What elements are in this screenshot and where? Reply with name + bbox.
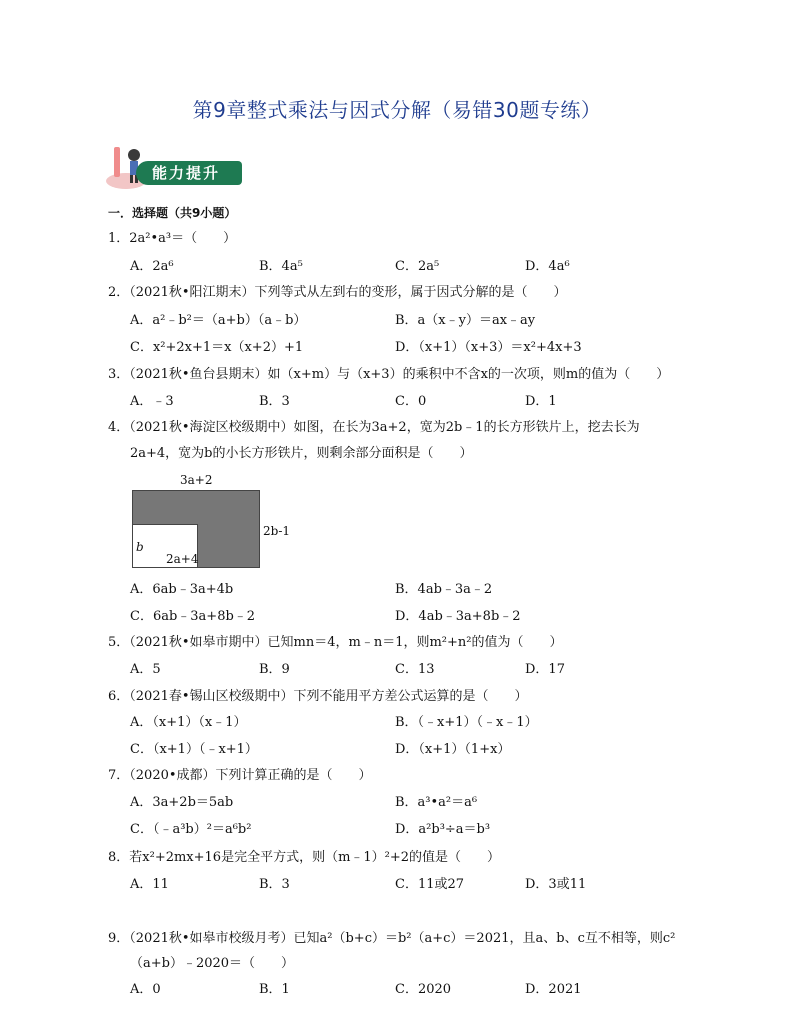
question-9-cont: （a+b）﹣2020＝（ ） bbox=[130, 956, 295, 971]
q3-option-b: B．3 bbox=[259, 394, 290, 409]
figure-label-right: 2b-1 bbox=[263, 524, 291, 538]
q4-option-c: C．6ab﹣3a+8b﹣2 bbox=[130, 609, 256, 624]
q3-option-d: D．1 bbox=[525, 394, 557, 409]
q6-option-a: A．（x+1）（x﹣1） bbox=[130, 715, 247, 730]
question-4: 4．（2021秋•海淀区校级期中）如图，在长为3a+2，宽为2b﹣1的长方形铁片上，挖去长为 bbox=[108, 420, 640, 435]
question-4-cont: 2a+4，宽为b的小长方形铁片，则剩余部分面积是（ ） bbox=[130, 446, 473, 461]
q6-option-c: C．（x+1）（﹣x+1） bbox=[130, 742, 258, 757]
q7-option-d: D．a²b³÷a＝b³ bbox=[395, 822, 491, 837]
section-banner bbox=[104, 143, 244, 191]
q9-option-c: C．2020 bbox=[395, 982, 452, 997]
q6-option-d: D．（x+1）（1+x） bbox=[395, 742, 511, 757]
question-2: 2．（2021秋•阳江期末）下列等式从左到右的变形，属于因式分解的是（ ） bbox=[108, 285, 567, 300]
q5-option-a: A．5 bbox=[130, 662, 161, 677]
q5-option-d: D．17 bbox=[525, 662, 565, 677]
question-8: 8．若x²+2mx+16是完全平方式，则（m﹣1）²+2的值是（ ） bbox=[108, 850, 501, 865]
banner-label: 能力提升 bbox=[152, 164, 221, 182]
question-6: 6．（2021春•锡山区校级期中）下列不能用平方差公式运算的是（ ） bbox=[108, 689, 528, 704]
q6-option-b: B．（﹣x+1）（﹣x﹣1） bbox=[395, 715, 538, 730]
q9-option-a: A．0 bbox=[130, 982, 161, 997]
q8-option-c: C．11或27 bbox=[395, 877, 465, 892]
q3-option-c: C．0 bbox=[395, 394, 427, 409]
q7-option-a: A．3a+2b＝5ab bbox=[130, 795, 234, 810]
q3-option-a: A．﹣3 bbox=[130, 394, 174, 409]
q9-option-d: D．2021 bbox=[525, 982, 582, 997]
q1-option-d: D．4a⁶ bbox=[525, 259, 570, 274]
q7-option-c: C．（﹣a³b）²＝a⁶b² bbox=[130, 822, 252, 837]
q1-option-c: C．2a⁵ bbox=[395, 259, 440, 274]
figure-label-inner-left: b bbox=[136, 540, 144, 554]
q5-option-c: C．13 bbox=[395, 662, 435, 677]
q2-option-d: D．（x+1）（x+3）＝x²+4x+3 bbox=[395, 340, 582, 355]
q2-option-a: A．a²﹣b²＝（a+b）（a﹣b） bbox=[130, 313, 307, 328]
q1-option-a: A．2a⁶ bbox=[130, 259, 174, 274]
question-1: 1．2a²•a³＝（ ） bbox=[108, 231, 237, 246]
q4-option-d: D．4ab﹣3a+8b﹣2 bbox=[395, 609, 521, 624]
q1-option-b: B．4a⁵ bbox=[259, 259, 303, 274]
q7-option-b: B．a³•a²＝a⁶ bbox=[395, 795, 478, 810]
q2-option-b: B．a（x﹣y）＝ax﹣ay bbox=[395, 313, 536, 328]
q2-option-c: C．x²+2x+1＝x（x+2）+1 bbox=[130, 340, 304, 355]
q9-option-b: B．1 bbox=[259, 982, 290, 997]
question-3: 3．（2021秋•鱼台县期末）如（x+m）与（x+3）的乘积中不含x的一次项，则m的值为（ ） bbox=[108, 367, 670, 382]
q8-option-d: D．3或11 bbox=[525, 877, 587, 892]
q8-option-a: A．11 bbox=[130, 877, 169, 892]
q5-option-b: B．9 bbox=[259, 662, 290, 677]
question-7: 7．（2020•成都）下列计算正确的是（ ） bbox=[108, 768, 372, 783]
page-title: 第9章整式乘法与因式分解（易错30题专练） bbox=[192, 98, 602, 122]
q4-option-b: B．4ab﹣3a﹣2 bbox=[395, 582, 493, 597]
question-5: 5．（2021秋•如皋市期中）已知mn＝4，m﹣n＝1，则m²+n²的值为（ ） bbox=[108, 635, 563, 650]
section-heading: 一．选择题（共9小题） bbox=[108, 206, 237, 220]
q4-option-a: A．6ab﹣3a+4b bbox=[130, 582, 234, 597]
q8-option-b: B．3 bbox=[259, 877, 290, 892]
figure-label-top: 3a+2 bbox=[180, 473, 213, 487]
question-9: 9．（2021秋•如皋市校级月考）已知a²（b+c）＝b²（a+c）＝2021，且a、b、c互不相等，则c² bbox=[108, 931, 676, 946]
figure-label-inner-bottom: 2a+4 bbox=[166, 552, 199, 566]
